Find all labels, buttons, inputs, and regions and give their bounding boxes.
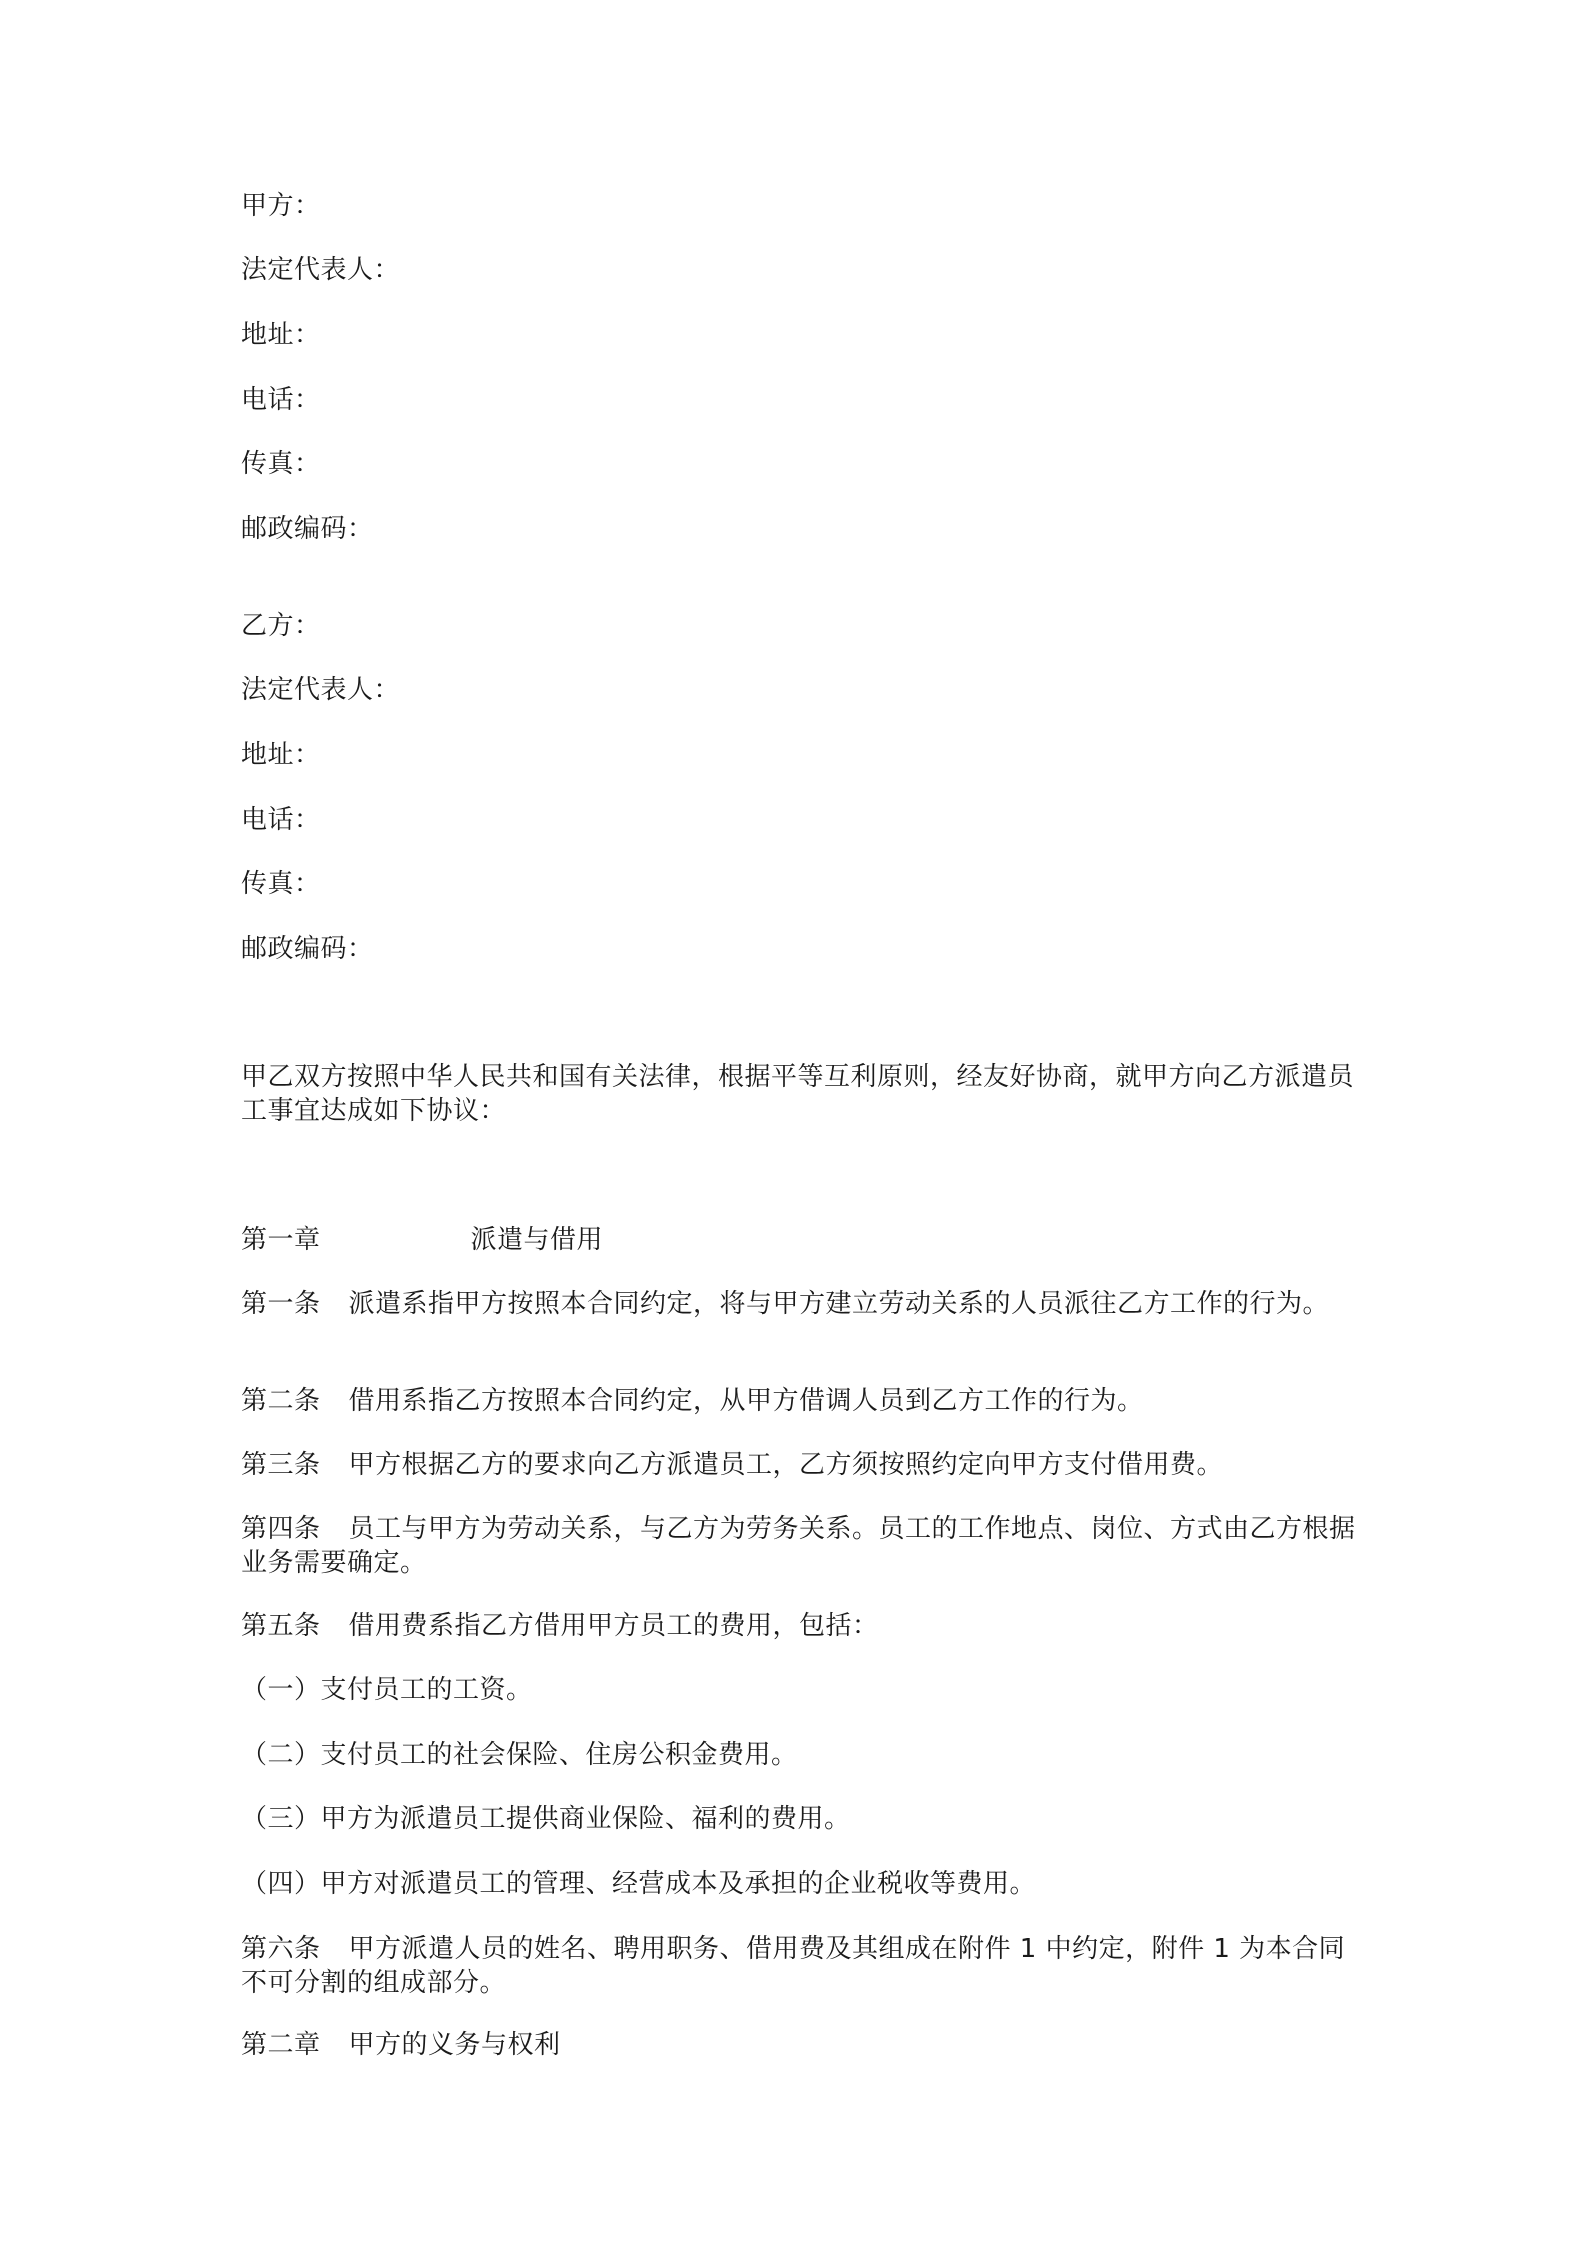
party-a-fax-label: 传真： bbox=[241, 449, 321, 479]
party-b-rep-label: 法定代表人： bbox=[241, 675, 401, 705]
party-b-address-label: 地址： bbox=[241, 740, 321, 770]
party-b-name-label: 乙方： bbox=[241, 611, 321, 641]
party-a-postcode-label: 邮政编码： bbox=[241, 514, 374, 544]
article-5 bbox=[241, 1609, 1356, 1643]
article-3 bbox=[241, 1448, 1356, 1482]
party-a-name-label: 甲方： bbox=[241, 191, 321, 221]
article-number: 第三条 bbox=[241, 1450, 321, 1480]
chapter-2-title: 甲方的义务与权利 bbox=[348, 2030, 561, 2060]
article-number: 第一条 bbox=[241, 1289, 321, 1319]
article-1 bbox=[241, 1287, 1356, 1321]
article-text: 甲方根据乙方的要求向乙方派遣员工，乙方须按照约定向甲方支付借用费。 bbox=[348, 1450, 1224, 1480]
fee-item-4: （四）甲方对派遣员工的管理、经营成本及承担的企业税收等费用。 bbox=[241, 1869, 1037, 1899]
preamble-paragraph: 甲乙双方按照中华人民共和国有关法律，根据平等互利原则，经友好协商，就甲方向乙方派遣员工事宜达成如下协议： bbox=[241, 1062, 1355, 1126]
article-number: 第二条 bbox=[241, 1386, 321, 1416]
chapter-1-heading bbox=[241, 1223, 603, 1257]
article-text: 借用费系指乙方借用甲方员工的费用，包括： bbox=[348, 1611, 879, 1641]
chapter-2-heading bbox=[241, 2028, 561, 2062]
article-text: 借用系指乙方按照本合同约定，从甲方借调人员到乙方工作的行为。 bbox=[348, 1386, 1144, 1416]
party-b-fax-label: 传真： bbox=[241, 869, 321, 899]
article-4 bbox=[241, 1512, 1356, 1580]
party-a-phone-label: 电话： bbox=[241, 385, 321, 415]
article-text: 甲方派遣人员的姓名、聘用职务、借用费及其组成在附件 1 中约定，附件 1 为本合同不可分割的组成部分。 bbox=[241, 1934, 1346, 1998]
article-2 bbox=[241, 1384, 1356, 1418]
party-a-rep-label: 法定代表人： bbox=[241, 255, 401, 285]
article-number: 第六条 bbox=[241, 1934, 321, 1964]
fee-item-1: （一）支付员工的工资。 bbox=[241, 1675, 533, 1705]
article-number: 第四条 bbox=[241, 1514, 321, 1544]
chapter-2-number: 第二章 bbox=[241, 2030, 321, 2060]
chapter-1-number: 第一章 bbox=[241, 1225, 321, 1255]
party-b-phone-label: 电话： bbox=[241, 805, 321, 835]
fee-item-2: （二）支付员工的社会保险、住房公积金费用。 bbox=[241, 1740, 798, 1770]
party-a-address-label: 地址： bbox=[241, 320, 321, 350]
party-b-postcode-label: 邮政编码： bbox=[241, 934, 374, 964]
article-text: 派遣系指甲方按照本合同约定，将与甲方建立劳动关系的人员派往乙方工作的行为。 bbox=[348, 1289, 1330, 1319]
article-text: 员工与甲方为劳动关系，与乙方为劳务关系。员工的工作地点、岗位、方式由乙方根据业务需要确定。 bbox=[241, 1514, 1356, 1578]
chapter-1-title: 派遣与借用 bbox=[470, 1225, 604, 1255]
article-6 bbox=[241, 1932, 1356, 2000]
fee-item-3: （三）甲方为派遣员工提供商业保险、福利的费用。 bbox=[241, 1804, 851, 1834]
article-number: 第五条 bbox=[241, 1611, 321, 1641]
